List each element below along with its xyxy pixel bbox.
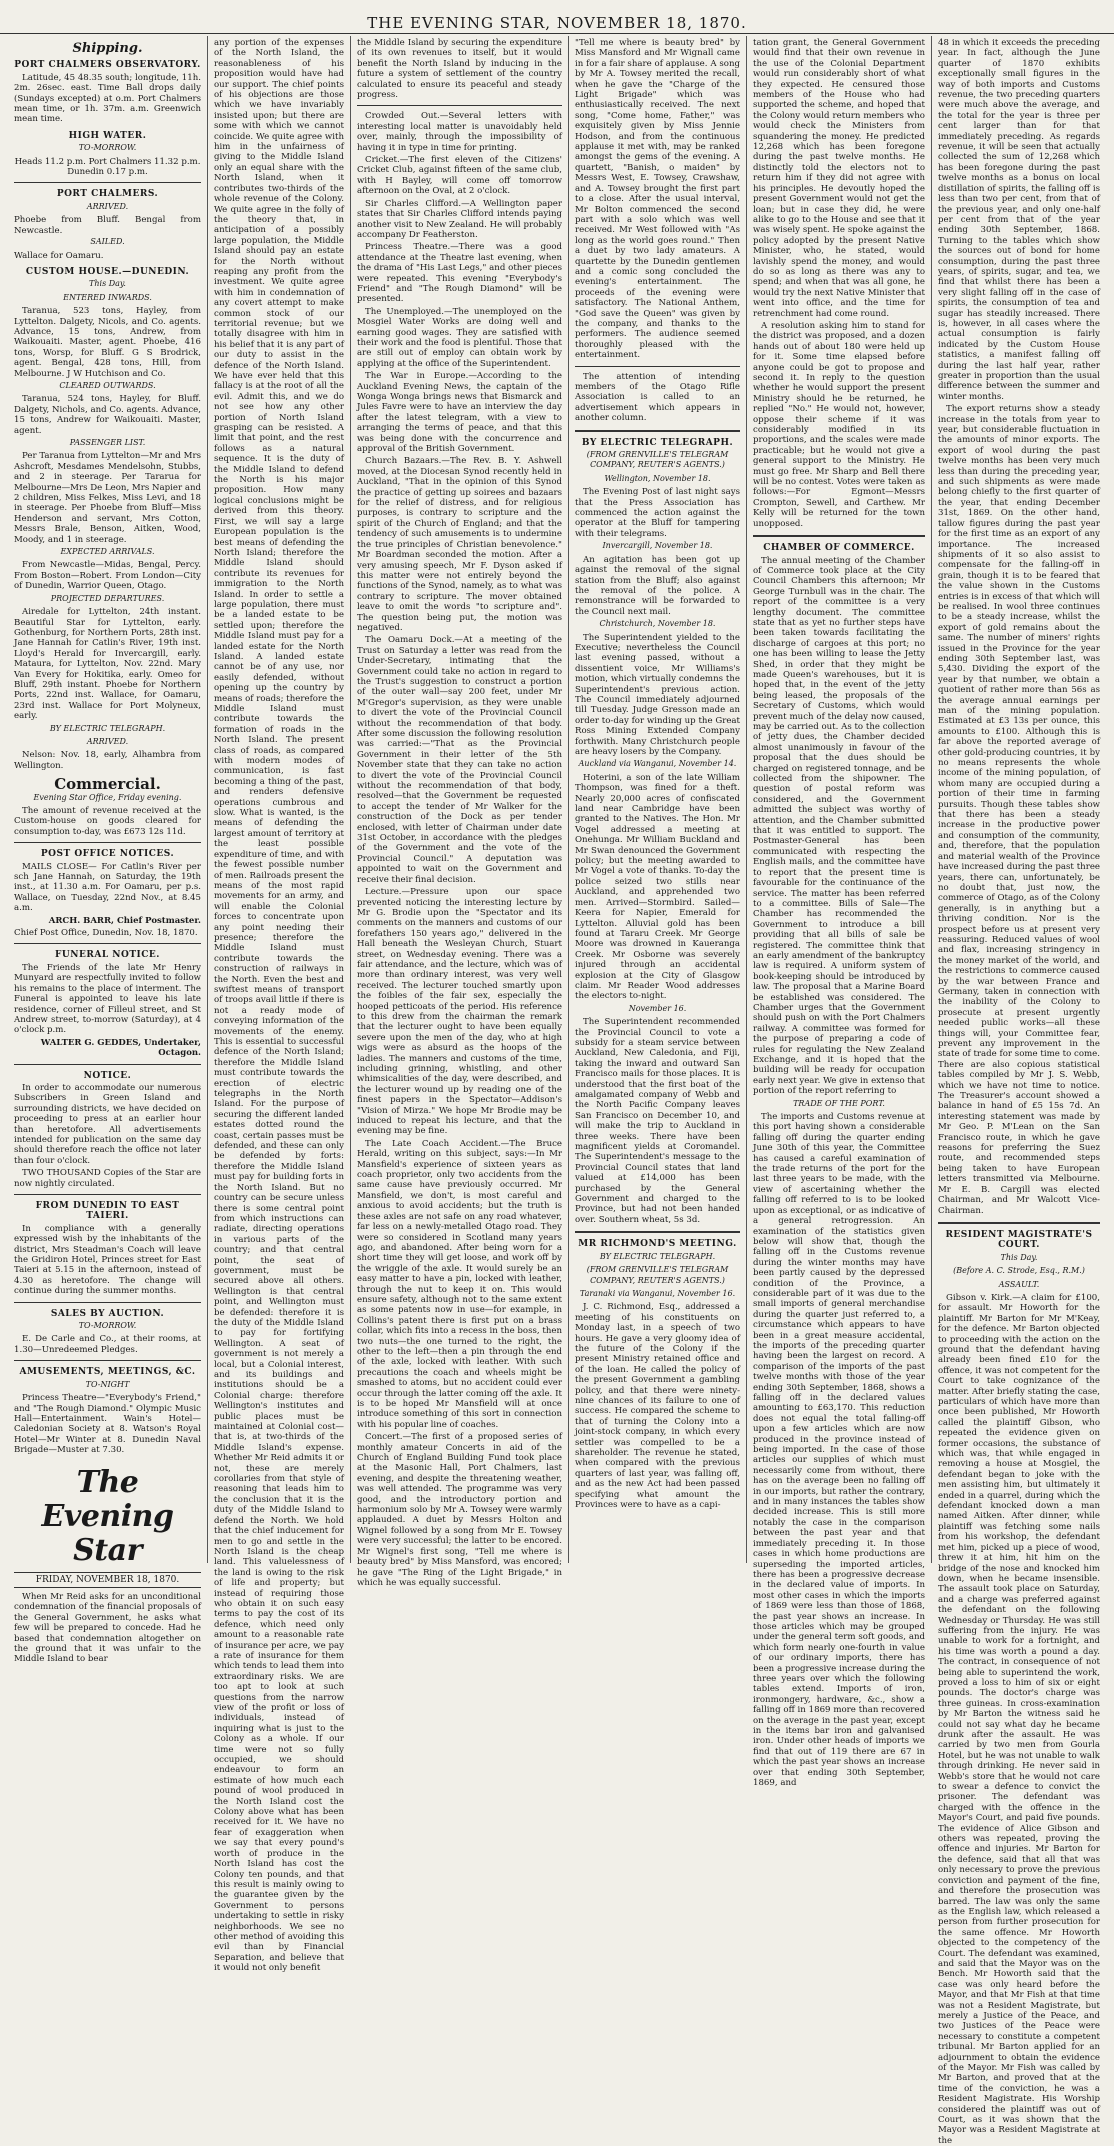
chamber-text: The annual meeting of the Chamber of Commerce took place at the City Council Chambers this afternoon; Mr George Turnbull was in the chair. The report of the committee is a very lengthy document. The committee state that as yet no further steps have been taken towards facilitating the discharge of cargoes at this port; no one has been willing to lease the Jetty Shed, in order that they might be made Queen's warehouses, but it is hoped that, in the event of the jetty being leased, the proposals of the Secretary of Customs, which would prevent much of the delay now caused, may be carried out. As to the collection of jetty dues, the Chamber decided almost unanimously in favour of the proposal that the dues should be charged on registered tonnage, and be collected from the shipowner. The question of postal reform was considered, and the Government admitted the subject was worthy of attention, and the Chamber submitted that it was entitled to support. The Postmaster-General has been communicated with respecting the English mails, and the committee have to report that the present time is favourable for the continuance of the service. The matter has been referred to a committee. Bills of Sale—The Chamber has recommended the Government to introduce a bill providing that all bills of sale be registered. The committee think that an early amendment of the bankruptcy law is required. A uniform system of book-keeping should be introduced by law. The proposal that a Marine Board be established was considered. The Chamber urges that the Government should push on with the Port Chalmers railway. A committee was formed for the purpose of preparing a code of rules for regulating the New Zealand Exchange, and it is hoped that the building will be ready for occupation early next year. We give in extenso that portion of the report referring to	[753, 555, 925, 1097]
notice-text: In order to accommodate our numerous Subscribers in Green Island and surrounding districts, we have decided on proceeding to press at an earlier hour than heretofore. All advertisements intended for publication on the same day should therefore reach the office not later than four o'clock.	[14, 1082, 201, 1166]
meeting-continued: tation grant, the General Government would find that their own revenue in the use of the Colonial Department would run considerably short of what they expected. He censured those members of the House who had supported the scheme, and hoped that the Colony would return members who would check the Ministers from squandering the money. He predicted 12,268 which has been foregone during the past twelve months. He distinctly told the electors not to return him if they did not agree with his principles. He devoutly hoped the present Government would not get the loan; but in case they did, he were alike to go to the House and see that it was wisely spent. He spoke against the policy adopted by the present Native Minister, who, he stated, would lavishly spend the money, and would do so as long as there was any to spend; and when that was all gone, he would try the next Native Minister that went into office, and the time for retrenchment had come round.	[753, 38, 925, 319]
expected-text: From Newcastle—Midas, Bengal, Percy. From Boston—Robert. From London—City of Dunedin, Warrior Queen, Otago.	[14, 560, 201, 592]
projected-text: Airedale for Lyttelton, 24th instant. Beautiful Star for Lyttelton, early. Gothenburg, for Northern Ports, 28th inst. Jane Hannah for Catlin's River, 19th inst. Lloyd's Herald for Invercargill, early. Mataura, for Lyttelton, Nov. 22nd. Mary Van Every for Hokitika, early. Omeo for Bluff, 29th instant. Phoebe for Northern Ports, 22nd inst. Wallace, for Oamaru, 23rd inst. Wallace for Port Molyneux, early.	[14, 607, 201, 722]
divider	[357, 105, 562, 106]
observatory-heading: PORT CHALMERS OBSERVATORY.	[14, 60, 201, 71]
column-3	[351, 36, 569, 1588]
concert-continued: "Tell me where is beauty bred" by Miss Mansford and Mr Wignall came in for a fair share of applause. A song by Mr A. Towsey merited the recall, when he gave the "Charge of the Light Brigade" which was enthusiastically received. The next song, "Come home, Father," was exquisitely given by Miss Jennie Hodson, and from the continuous applause it met with, may be ranked amongst the gems of the evening. A quartett, "Banish, o maiden" by Messrs West, E. Towsey, Crawshaw, and A. Towsey brought the first part to a close. After the usual interval, Mr Bolton commenced the second part with a solo which was well received. Mr West followed with "As long as the world goes round." Then a duet by two lady amateurs. A quartette by the Dunedin gentlemen and a comic song concluded the evening's entertainment. The proceeds of the evening were satisfactory. The National Anthem, "God save the Queen" was given by the company, and thanks to the performers. The audience seemed thoroughly pleased with the entertainment.	[575, 38, 740, 361]
divider	[575, 366, 740, 367]
column-2	[208, 36, 351, 1974]
masthead: THE EVENING STAR, NOVEMBER 18, 1870.	[0, 0, 1114, 34]
church-bazaars-para: Church Bazaars.—The Rev. B. Y. Ashwell moved, at the Diocesan Synod recently held in Auckland, "That in the opinion of this Synod the practice of getting up soirees and bazaars for the relief of distress, and for religious purposes, is contrary to scripture and the spirit of the Church of England; and that the tendency of such amusements is to undermine the true principles of Christian benevolence." Mr Boardman seconded the motion. After a very amusing speech, Mr F. Dyson asked if this matter were not entirely beyond the functions of the Synod, namely, as to what was contrary to scripture. The mover obtained leave to omit the words "to scripture and". The question being put, the motion was negatived.	[357, 456, 562, 633]
telegraph-heading: BY ELECTRIC TELEGRAPH.	[581, 437, 734, 448]
funeral-heading: FUNERAL NOTICE.	[55, 950, 160, 961]
trade-continued: 48 in which it exceeds the preceding year. In fact, although the June quarter of 1870 exhibits exceptionally small figures in the way of both imports and Customs revenue, the two preceding quarters were much above the average, and the total for the year is three per cent larger than for that immediately preceding. As regards revenue, it will be seen that actually collected the sum of 12,268 which has been foregone during the past twelve months as a bonus on local distillation of spirits, the falling off is less than two per cent, from that of the previous year, and only one-half per cent from that of the year ending 30th September, 1868. Turning to the tables which show the sources out of bond for home consumption, during the past three years, of spirits, sugar, and tea, we find that whilst there has been a very slight falling off in the case of spirits, the consumption of tea and sugar has steadily increased. There is, however, in all cases where the actual consumption is fairly indicated by the Custom House statistics, a manifest falling off during the last half year, rather greater in proportion than the usual difference between the summer and winter months.	[938, 38, 1100, 402]
amusements-sub: TO-NIGHT	[85, 1379, 130, 1389]
cricket-para: Cricket.—The first eleven of the Citizens' Cricket Club, against fifteen of the same club, with H Bayley, will come off tomorrow afternoon on the Oval, at 2 o'clock.	[357, 155, 562, 197]
court-before: (Before A. C. Strode, Esq., R.M.)	[953, 1266, 1085, 1276]
passenger-text: Per Taranua from Lyttelton—Mr and Mrs Ashcroft, Mesdames Mendelsohn, Stubbs, and 2 in steerage. Per Tararua for Melbourne—Mrs De Leon, Mrs Napier and 2 children, Miss Felkes, Miss Levi, and 18 in steerage. Per Phoebe from Bluff—Miss Henderson and servant, Mrs Cotton, Messrs Brale, Benson, Aitken, Wood, Moody, and 1 in steerage.	[14, 451, 201, 545]
crowded-out-para: Crowded Out.—Several letters with interesting local matter is unavoidably held over, mainly, through the impossibility of having it in type in time for printing.	[357, 111, 562, 153]
column-5	[747, 36, 932, 1789]
column-1	[8, 36, 208, 1665]
newspaper-page	[8, 36, 1106, 2146]
auction-heading: SALES BY AUCTION.	[50, 1308, 165, 1319]
cleared-heading: CLEARED OUTWARDS.	[59, 380, 156, 390]
customs-heading: CUSTOM HOUSE.—DUNEDIN.	[25, 266, 190, 277]
coach-accident-para: The Late Coach Accident.—The Bruce Herald, writing on this subject, says:—In Mr Mansfield's experience of sixteen years as coach proprietor, only two accidents from the same cause have previously occurred. Mr Mansfield, we don't, is most careful and anxious to avoid accidents; but the truth is these axles are not safe on any road whatever, far less on a newly-metalled Otago road. They were so considered in Scotland many years ago, and abandoned. After being worn for a short time they will get loose, and work off by the wriggle of the axle. It would surely be an easy matter to have a pin, locked with leather, through the nut to keep it on. This would ensure safety, although not to the same extent as some patents now in use—for example, in Collins's patent there is first put on a brass collar, which fits into a recess in the boss, then two nuts—the one turned to the right, the other to the left—then a pin through the end of the axle, locked with leather. With such precautions the coach and wheels might be smashed to atoms, but no accident could ever occur through the latter coming off the axle. It is to be hoped Mr Mansfield will at once introduce something of this sort in connection with his popular line of coaches.	[357, 1138, 562, 1430]
sailed-list: Wallace for Oamaru.	[14, 250, 104, 261]
unemployed-para: The Unemployed.—The unemployed on the Mosgiel Water Works are doing well and earning good wages. They are satisfied with their work and the food is plentiful. Those that are still out of employ can obtain work by applying at the office of the Superintendent.	[357, 306, 562, 369]
customs-day: This Day.	[89, 279, 126, 289]
high-water-sub: TO-MORROW.	[78, 143, 137, 153]
leader-conclusion: the Middle Island by securing the expenditure of its own revenues to itself, but it would benefit the North Island by inducing in the future a system of settlement of the country calculated to ensure its peaceful and steady progress.	[357, 38, 562, 101]
trade-text: The imports and Customs revenue at this port having shown a considerable falling off during the quarter ending June 30th of this year, the Committee has caused a careful examination of the trade returns of the port for the last three years to be made, with the view of ascertaining whether the falling off referred to is to be looked upon as exceptional, or as indicative of a general retrogression. An examination of the statistics given below will show that, though the falling off in the Customs revenue during the winter months may have been partly caused by the depressed condition of the Province, a considerable part of it was due to the small imports of general merchandise during the quarter just referred to, a circumstance which appears to have been in a great measure accidental, the imports of the preceding quarter having been the largest on record. A comparison of the imports of the past twelve months with those of the year ending 30th September, 1868, shows a falling off in the declared values amounting to £63,170. This reduction does not equal the total falling-off upon a few articles which are now produced in the province instead of being imported. In the case of those articles our supplies of which must necessarily come from without, there has on the average been no falling off in our imports, but rather the contrary, and in many instances the tables show decided increase. This is still more notably the case in the comparison between the past year and that immediately preceding it. In those cases in which home productions are superseding the imported articles, there has been a progressive decrease in the declared value of imports. In most other cases in which the imports of 1869 were less than those of 1868, the past year shows an increase. In those articles which may be grouped under the general term soft goods, and which form nearly one-fourth in value of our ordinary imports, there has been a progressive increase during the three years over which the following tables extend. Imports of iron, ironmongery, hardware, &c., show a falling off in 1869 more than recovered on the average in the past year, except in the items bar iron and galvanised iron. Under other heads of imports we find that out of 119 there are 67 in which the past year shows an increase over that ending 30th September, 1869, and	[753, 1112, 925, 1789]
passenger-heading: PASSENGER LIST.	[69, 438, 146, 447]
auction-sub: TO-MORROW.	[78, 1321, 137, 1331]
taieri-text: In compliance with a generally expressed wish by the inhabitants of the district, Mrs Steadman's Coach will leave the Gridiron Hotel, Princes street for East Taieri at 5.15 in the afternoon, instead of 4.30 as heretofore. The change will continue during the summer months.	[14, 1223, 201, 1297]
rifle-para: The attention of intending members of the Otago Rifle Association is called to an advertisement which appears in another column.	[575, 371, 740, 424]
divider	[14, 1360, 201, 1361]
circulation-text: TWO THOUSAND Copies of the Star are now nightly circulated.	[14, 1168, 201, 1189]
high-water-times: Heads 11.2 p.m. Port Chalmers 11.32 p.m. Dunedin 0.17 p.m.	[14, 156, 201, 178]
divider	[14, 1194, 201, 1195]
column-6	[932, 36, 1106, 2146]
divider	[14, 1302, 201, 1303]
leader-text: When Mr Reid asks for an unconditional condemnation of the financial proposals of the General Government, he asks what few will be prepared to concede. Had he based that condemnation altogether on the ground that it was unfair to the Middle Island to bear	[14, 1591, 201, 1665]
lecture-para: Lecture.—Pressure upon our space prevented noticing the interesting lecture by Mr G. Brodie upon the "Spectator and its comments on the manners and customs of our forefathers 150 years ago," delivered in the Hall beneath the Wesleyan Church, Stuart street, on Wednesday evening. There was a fair attendance, and the lecture, which was of more than ordinary interest, was very well received. The lecturer touched smartly upon the foibles of the fair sex, especially the hooped petticoats of the period. His reference to this drew from the chairman the remark that the lecturer ought to have been equally severe upon the men of the day, who at high wigs were as absurd as the hoops of the ladies. The manners and customs of the time, including grinning, whistling, and other whimsicalities of the day, were described, and the lecturer wound up by reading one of the finest papers in the Spectator—Addison's "Vision of Mirza." We hope Mr Brodie may be induced to repeat his lecture, and that the evening may be fine.	[357, 887, 562, 1137]
notice-heading: NOTICE.	[83, 1070, 132, 1081]
leader-continued: any portion of the expenses of the North Island, the reasonableness of his proposition would have had our support. The chief points of his objections are those which we have invariably insisted upon; but there are some with which we cannot coincide. We quite agree with him in the unfairness of giving to the Middle Island only an equal share with the North Island, when it contributes two-thirds of the whole revenue of the Colony. We quite agree in the folly of the theory that, in anticipation of a possibly large population, the Middle Island should pay an estate for the North without reaping any profit from the investment. We quite agree with him in condemnation of any covert attempt to make common stock of our territorial revenue; but we totally disagree with him in his belief that it is any part of our duty to assist in the defence of the North Island. We have ever held that this fallacy is at the root of all the evil. Admit this, and we do not see how any other portion of North Island grasping can be resisted. A limit that point, and the rest follows as a natural sequence. It is the duty of the Middle Island to defend the North is his major proposition. How many logical conclusions might be derived from this theory. First, we will say a large European population is the best means of defending the North Island; therefore the Middle Island should contribute its revenues for immigration to the North Island. In order to settle a large population, there must be a landed estate to be settled upon; therefore the Middle Island must pay for a landed estate for the North Island. A landed estate cannot be of any use, nor easily defended, without opening up the country by means of roads; therefore the Middle Island must contribute towards the formation of roads in the North Island. The present class of roads, as compared with modern modes of communication, is fast becoming a thing of the past, and renders defensive operations cumbrous and slow. What is wanted, is the means of defending the largest amount of territory at the least possible expenditure of time, and with the fewest possible number of men. Railroads present the means of the most rapid movements for an army, and will enable the Colonial forces to concentrate upon any point needing their presence; therefore the Middle Island must contribute towards the construction of railways in the North. Even the best and swiftest means of transport of troops avail little if there is not a ready mode of conveying information of the movements of the enemy. This is essential to successful defence of the North Island; therefore the Middle Island must contribute towards the erection of electric telegraphs in the North Island. For the purpose of securing the different landed estates dotted round the coast, certain passes must be defended, and these can only be defended by forts: therefore the Middle Island must pay for building forts in the North Island. But no country can be secure unless there is some central point from which instructions can radiate, directing operations in various parts of the country; and that central point, the seat of government, must be secured above all others. Wellington is that central point, and Wellington must be defended: therefore it is the duty of the Middle Island to pay for fortifying Wellington. A seat of government is not merely a local, but a Colonial interest, and its buildings and institutions should be a Colonial charge: therefore Wellington's institutes and public places must be maintained at Colonial cost—that is, at two-thirds of the Middle Island's expense. Whether Mr Reid admits it or not, these are merely corollaries from that style of reasoning that leads him to the conclusion that it is the duty of the Middle Island to defend the North. We hold that the chief inducement for men to go and settle in the North Island is the cheap land. This valuelessness of the land is owing to the risk of life and property; but instead of requiring those who obtain it on such easy terms to pay the cost of its defence, which need only amount to a reasonable rate of insurance per acre, we pay a rate of insurance for them which tends to lead them into extraordinary risks. We are too apt to look at such questions from the narrow view of the profit or loss of individuals, instead of inquiring what is just to the Colony as a whole. If our time were not so fully occupied, we should endeavour to form an estimate of how much each pound of wool produced in the North Island cost the Colony above what has been received for it. We have no fear of exaggeration when we say that every pound's worth of produce in the North Island has cost the Colony ten pounds, and that this result is mainly owing to the guarantee given by the Government to persons undertaking to settle in risky neighborhoods. We see no other method of avoiding this evil than by Financial Separation, and believe that it would not only benefit	[214, 38, 344, 1974]
funeral-text: The Friends of the late Mr Henry Munyard are respectfully invited to follow his remains to the place of interment. The Funeral is appointed to leave his late residence, corner of Filleul street, and St Andrew street, to-morrow (Saturday), at 4 o'clock p.m.	[14, 962, 201, 1036]
cleared-text: Taranua, 524 tons, Hayley, for Bluff. Dalgety, Nichols, and Co. agents. Advance, 15 tons, Andrew for Waikouaiti. Master, agent.	[14, 394, 201, 436]
divider	[575, 430, 740, 432]
paper-name: The Evening Star	[41, 1464, 174, 1568]
resolution-text: A resolution asking him to stand for the district was proposed, and a dozen hands out of about 180 were held up for it. Some time elapsed before anyone could be got to propose and second it. In reply to the question whether he would support the present Ministry should he be returned, he replied "No." He would not, however, oppose their scheme if it was considerably modified in its proportions, and the scales were made practicable; but he would not give a general support to the Ministry. He must go free. Mr Sharp and Bell there will be no contest. Votes were taken as follows:—For Egmont—Messrs Crompton, Sewell, and Carthew. Mr Kelly will be returned for the town unopposed.	[753, 320, 925, 529]
meeting-heading: MR RICHMOND'S MEETING.	[578, 1239, 737, 1250]
divider	[14, 943, 201, 944]
post-signature: ARCH. BARR, Chief Postmaster.	[48, 915, 201, 926]
court-text: Gibson v. Kirk.—A claim for £100, for assault. Mr Howorth for the plaintiff. Mr Barton for Mr M'Keay, for the defence. Mr Barton objected to proceeding with the action on the ground that the defendant having already been fined £10 for the offence, it was not competent for the Court to take cognizance of the matter. After briefly stating the case, particulars of which have more than once been published, Mr Howorth called the plaintiff Gibson, who repeated the evidence given on former occasions, the substance of which was, that while engaged in removing a house at Mosgiel, the defendant began to joke with the men assisting him, but ultimately it ended in a quarrel, during which the defendant knocked down a man named Aitken. After dinner, while plaintiff was fetching some nails from his workshop, the defendant met him, picked up a piece of wood, threw it at him, hit him on the bridge of the nose and knocked him down, when he became insensible. The assault took place on Saturday, and a charge was preferred against the defendant on the following Wednesday or Thursday. He was still suffering from the injury. He was unable to work for a fortnight, and his time was worth a pound a day. The contract, in consequence of not being able to superintend the work, proved a loss to him of six or eight pounds. The doctor's charge was three guineas. In cross-examination by Mr Barton the witness said he could not say what day he became drunk after the assault. He was carried by two men from Gourla Hotel, but he was not unable to walk through drinking. He never said in Webb's store that he would not care to swear a defence to convict the prisoner. The defendant was charged with the offence in the Mayor's Court, and paid five pounds. The evidence of Alice Gibson and others was repeated, proving the offence and injuries. Mr Barton for the defence, said that all that was only necessary to prove the previous conviction and payment of the fine, and therefore the prosecution was barred. The law was only the same as the English law, which released a person from further prosecution for the same offence. Mr Howorth objected to the competency of the Court. The defendant was examined, and said that the Mayor was on the Bench. Mr Howorth said that the case was only heard before the Mayor, and that Mr Fish at that time was not a Resident Magistrate, but merely a Justice of the Peace, and two Justices of the Peace were necessary to constitute a competent tribunal. Mr Barton applied for an adjournment to obtain the evidence of the Mayor. Mr Fish was called by Mr Barton, and proved that at the time of the conviction, he was a Resident Magistrate. His Worship considered the plaintiff was out of Court, as it was shown that the Mayor was a Resident Magistrate at the	[938, 1292, 1100, 2146]
date-line: FRIDAY, NOVEMBER 18, 1870.	[14, 1572, 201, 1588]
court-heading: RESIDENT MAGISTRATE'S COURT.	[945, 1229, 1093, 1251]
war-para: The War in Europe.—According to the Auckland Evening News, the captain of the Wonga Wonga brings news that Bismarck and Jules Favre were to have an interview the day after the latest telegram, with a view to arranging the terms of peace, and that this was being done with the concurrence and approval of the British Government.	[357, 371, 562, 455]
concert-para: Concert.—The first of a proposed series of monthly amateur Concerts in aid of the Church of England Building Fund took place at the Masonic Hall, Port Chalmers, last evening, and despite the threatening weather, was well attended. The programme was very good, and the introductory portion and harmonium solo by Mr A. Towsey were warmly applauded. A duet by Messrs Holton and Wignel followed by a song from Mr E. Towsey were very successful; the latter to be encored. Mr Wignel's first song, "Tell me where is beauty bred" by Miss Mansford, was encored; he gave "The Ring of the Light Brigade," in which he was equally successful.	[357, 1432, 562, 1588]
clifford-para: Sir Charles Clifford.—A Wellington paper states that Sir Charles Clifford intends paying another visit to New Zealand. He will probably accompany Dr Featherston.	[357, 198, 562, 240]
divider	[14, 1064, 201, 1065]
meeting-dateline: Taranaki via Wanganui, November 16.	[579, 1288, 736, 1298]
invercargill-text: An agitation has been got up against the removal of the signal station from the Bluff; also against the removal of the police. A remonstrance will be forwarded to the Council next mail.	[575, 554, 740, 617]
amusements-text: Princess Theatre—"Everybody's Friend," and "The Rough Diamond." Olympic Music Hall—Entertainment. Wain's Hotel—Caledonian Society at 8. Watson's Royal Hotel—Mr Winter at 8. Dunedin Naval Brigade—Muster at 7.30.	[14, 1393, 201, 1456]
auckland2-text: The Superintendent recommended the Provincial Council to vote a subsidy for a steam service between Auckland, New Caledonia, and Fiji, taking the inward and outward San Francisco mails for those places. It is understood that the first boat of the amalgamated company of Webb and the North Pacific Company leaves San Francisco on December 10, and will make the trip to Auckland in three weeks. There have been magnificent yields at Coromandel. The Superintendent's message to the Provincial Council states that land valued at £14,000 has been purchased by the General Government and charged to the Province, but had not been handed over. Southern wheat, 5s 3d.	[575, 1017, 740, 1225]
theatre-para: Princess Theatre.—There was a good attendance at the Theatre last evening, when the drama of "His Last Legs," and other pieces were repeated. This evening "Everybody's Friend" and "The Rough Diamond" will be presented.	[357, 242, 562, 305]
high-water-heading: HIGH WATER.	[68, 130, 147, 141]
export-text: The export returns show a steady increase in the totals from year to year, but considerable fluctuation in the amounts of minor exports. The export of wool during the past twelve months has been very much less than during the preceding year, and such shipments as were made belong chiefly to the first quarter of the year, that ending December 31st, 1869. On the other hand, tallow figures during the past year for the first time as an export of any importance. The increased shipments of it so also assist to compensate for the falling-off in grain, though it is to be feared that the value shown in the Customs entries is in excess of that which will be realised. In wool three continues to be a steady increase, whilst the export of gold remains about the same. The number of miners' rights issued in the Province for the year ending 30th September last, was 5,430. Dividing the export of the year by that number, we obtain a quotient of rather more than 56s as the average annual earnings per man of the mining population. Estimated at £3 13s per ounce, this amounts to £100. Although this is far above the reported average of other gold-producing countries, it by no means represents the whole income of the mining population, of whom many are occupied during a portion of their time in farming pursuits. Though these tables show that there has been a steady increase in the productive power and consumption of the community, and, therefore, that the population and material wealth of the Province have increased during the past three years, there can, unfortunately, be no doubt that, just now, the commerce of Otago, as of the Colony generally, is in anything but a thriving condition. Nor is the prospect before us at present very reassuring. Reduced values of wool and flax, increasing stringency in the money market of the world, and the restrictions to commerce caused by the war between France and Germany, taken in connection with the inability of the Colony to prosecute at present urgently needed public works—all these things will, your Committee fear, prevent any improvement in the state of trade for some time to come. There are also copious statistical tables compiled by Mr J. S. Webb, which we have not time to notice. The Treasurer's account showed a balance in hand of £5 15s 7d. An interesting statement was made by Mr Geo. P. M'Lean on the San Francisco route, in which he gave reasons for preferring the Suez route, and recommended steps being taken to have European letters transmitted via Melbourne. Mr E. B. Cargill was elected Chairman, and Mr Walcott Vice-Chairman.	[938, 404, 1100, 1216]
port-heading: PORT CHALMERS.	[56, 189, 159, 200]
commercial-title: Commercial.	[54, 775, 161, 794]
projected-heading: PROJECTED DEPARTURES.	[50, 593, 165, 603]
divider	[14, 182, 201, 183]
taieri-heading: FROM DUNEDIN TO EAST TAIERI.	[35, 1201, 180, 1222]
trade-heading: TRADE OF THE PORT.	[793, 1098, 885, 1108]
divider	[753, 535, 925, 537]
christchurch-text: The Superintendent yielded to the Executive; nevertheless the Council last evening passed, without a dissentient voice, Mr Williams's motion, which virtually condemns the Superintendent's previous action. The Council immediately adjourned till Tuesday. Judge Gresson made an order to-day for winding up the Great Ross Mining Extended Company forthwith. Many Christchurch people are heavy losers by the Company.	[575, 632, 740, 757]
meeting-credit: (FROM GRENVILLE'S TELEGRAM COMPANY, REUTER'S AGENTS.)	[586, 1265, 729, 1285]
auckland-text: Hoterini, a son of the late William Thompson, was fined for a theft. Nearly 20,000 acres of confiscated land near Cambridge have been granted to the Natives. The Hon. Mr Vogel addressed a meeting at Onehunga. Mr William Buckland and Mr Swan denounced the Government policy; but the meeting awarded to Mr Vogel a vote of thanks. To-day the police seized two stills near Auckland, and apprehended two men. Arrived—Stormbird. Sailed—Keera for Napier, Emerald for Lyttelton. Alluvial gold has been found at Tararu Creek. Mr George Moore was drowned in Kaueranga Creek. Mr Osborne was severely injured through an accidental explosion at the City of Glasgow claim. Mr Reader Wood addresses the electors to-night.	[575, 772, 740, 1002]
meeting-telegraph: BY ELECTRIC TELEGRAPH.	[599, 1251, 716, 1261]
funeral-signature: WALTER G. GEDDES, Undertaker, Octagon.	[40, 1037, 201, 1059]
divider	[575, 1231, 740, 1233]
meeting-text: J. C. Richmond, Esq., addressed a meeting of his constituents on Monday last, in a speech of two hours. He gave a very gloomy idea of the future of the Colony if the present Ministry retained office and of the loan. He called the policy of the present Government a gambling policy, and that there were ninety-nine chances of its failure to one of success. He compared the scheme to that of turning the Colony into a joint-stock company, in which every settler was compelled to be a shareholder. The revenue he stated, when compared with the previous quarters of last year, was falling off, and as the new Act had been passed specifying what amount the Provinces were to have as a capi-	[575, 1302, 740, 1511]
telegraph-arrived: ARRIVED.	[86, 736, 129, 746]
arrived-label: ARRIVED.	[86, 201, 129, 211]
amusements-heading: AMUSEMENTS, MEETINGS, &C.	[19, 1367, 196, 1378]
auckland2-dateline: November 16.	[628, 1003, 687, 1013]
oamaru-dock-para: The Oamaru Dock.—At a meeting of the Trust on Saturday a letter was read from the Under-Secretary, intimating that the Government could take no action in regard to the Trust's suggestion to construct a portion of the outer wall—say 200 feet, under Mr M'Gregor's supervision, as they were unable to divert the vote of the Provincial Council without the recommendation of that body. After some discussion the following resolution was carried:—"That as the Provincial Government in their letter of the 5th November state that they can take no action to divert the vote of the Provincial Council without the recommendation of that body, resolved—that the Government be requested to accept the tender of Mr Walker for the construction of the Dock as per tender enclosed, with letter of Chairman under date 31st October, in accordance with the pledges of the Government and the vote of the Provincial Council." A deputation was appointed to wait on the Government and receive their final decision.	[357, 635, 562, 885]
invercargill-dateline: Invercargill, November 18.	[602, 541, 713, 551]
shipping-title: Shipping.	[72, 41, 143, 56]
arrived-list: Phoebe from Bluff. Bengal from Newcastle.	[14, 215, 201, 236]
telegraph-text: Nelson: Nov. 18, early, Alhambra from Wellington.	[14, 750, 201, 771]
auckland-dateline: Auckland via Wanganui, November 14.	[578, 759, 737, 769]
divider	[14, 842, 201, 843]
divider	[938, 1222, 1100, 1224]
expected-heading: EXPECTED ARRIVALS.	[60, 547, 155, 557]
post-text: MAILS CLOSE— For Catlin's River per sch Jane Hannah, on Saturday, the 19th inst., at 11.30 a.m. For Oamaru, per p.s. Wallace, on Tuesday, 22nd Nov., at 8.45 a.m.	[14, 861, 201, 914]
auction-text: E. De Carle and Co., at their rooms, at 1.30—Unredeemed Pledges.	[14, 1334, 201, 1355]
telegraph-credit: (FROM GRENVILLE'S TELEGRAM COMPANY, REUTER'S AGENTS.)	[586, 450, 729, 470]
column-4	[569, 36, 747, 1563]
wellington-dateline: Wellington, November 18.	[604, 473, 711, 483]
sailed-label: SAILED.	[90, 237, 125, 247]
observatory-text: Latitude, 45 48.35 south; longitude, 11h. 2m. 26sec. east. Time Ball drops daily (Sundays excepted) at o.m. Port Chalmers mean time, or 1h. 37m. a.m. Greenwich mean time.	[14, 72, 201, 125]
commercial-sub: Evening Star Office, Friday evening.	[33, 792, 182, 802]
post-heading: POST OFFICE NOTICES.	[40, 849, 175, 860]
wellington-text: The Evening Post of last night says that the Press Association has commenced the action against the operator at the Bluff for tampering with their telegrams.	[575, 487, 740, 539]
entered-text: Taranua, 523 tons, Hayley, from Lyttelton. Dalgety, Nicols, and Co. agents. Advance, 15 tons, Andrew, from Waikouaiti. Master, agent. Phoebe, 416 tons, Worsp, for Bluff. G S Brodrick, agent. Bengal, 428 tons, Hill, from Melbourne. J W Hutchison and Co.	[14, 306, 201, 379]
entered-heading: ENTERED INWARDS.	[63, 292, 152, 302]
telegraph-heading: BY ELECTRIC TELEGRAPH.	[49, 723, 166, 733]
christchurch-dateline: Christchurch, November 18.	[599, 619, 716, 629]
commercial-text: The amount of revenue received at the Custom-house on goods cleared for consumption to-day, was £673 12s 11d.	[14, 806, 201, 837]
court-day: This Day.	[1000, 1252, 1038, 1262]
chamber-heading: CHAMBER OF COMMERCE.	[763, 543, 915, 554]
assault-heading: ASSAULT.	[998, 1279, 1040, 1289]
post-place: Chief Post Office, Dunedin, Nov. 18, 1870.	[14, 928, 198, 939]
